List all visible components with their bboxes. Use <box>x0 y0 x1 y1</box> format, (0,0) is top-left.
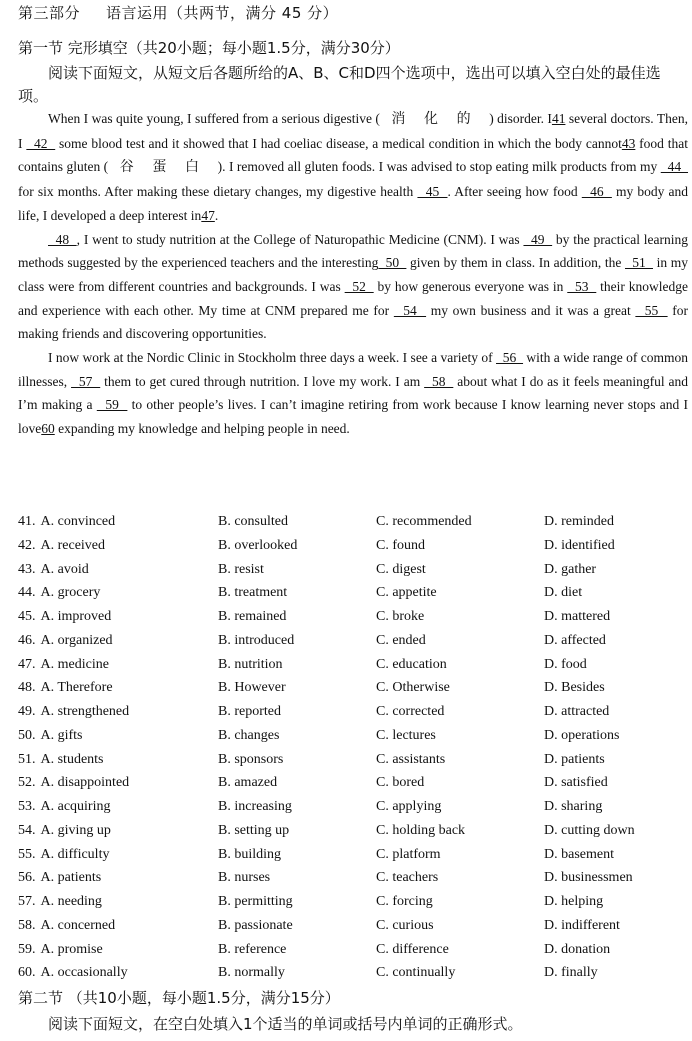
passage-text: by the practical learning methods suggested by the experienced teachers and the interesting <box>18 231 688 271</box>
option-d: D. satisfied <box>544 775 608 791</box>
option-a: A. received <box>40 537 106 553</box>
question-row <box>18 771 688 795</box>
option-a: A. patients <box>40 870 102 886</box>
passage-text: When I was quite young, I suffered from a serious digestive ( <box>48 111 380 126</box>
passage-text: . <box>214 207 219 223</box>
option-a: A. grocery <box>40 585 101 601</box>
option-d: D. cutting down <box>544 822 635 838</box>
option-a: A. difficulty <box>40 846 110 862</box>
question-row <box>18 795 688 819</box>
option-d: D. businessmen <box>544 870 633 886</box>
question-row <box>18 961 688 985</box>
question-number: 42. <box>18 537 36 553</box>
option-d: D. sharing <box>544 799 603 814</box>
chinese-gloss: 谷 蛋 白 <box>108 159 218 176</box>
passage-text: their knowledge and experience with each other. My time at CNM prepared me for <box>18 278 689 318</box>
question-number: 59. <box>18 941 36 957</box>
option-b: B. overlooked <box>218 537 298 553</box>
option-a: A. improved <box>40 609 112 624</box>
option-d: D. reminded <box>544 514 614 529</box>
passage-text: . After seeing how food <box>447 184 582 200</box>
option-c: C. continually <box>376 965 456 981</box>
option-d: D. donation <box>544 941 611 957</box>
question-number: 49. <box>18 704 36 719</box>
option-d: D. food <box>544 656 587 672</box>
question-number: 46. <box>18 632 36 648</box>
option-d: D. mattered <box>544 609 611 624</box>
question-number-option-a <box>18 771 129 795</box>
passage-text: them to get cured through nutrition. I love my work. I am <box>100 373 425 389</box>
option-a: A. acquiring <box>40 799 111 814</box>
option-b: B. However <box>218 680 286 696</box>
passage-text: food that contains gluten ( <box>18 135 689 175</box>
question-number-option-a <box>18 724 83 748</box>
question-number-option-a <box>18 676 113 700</box>
option-a: A. gifts <box>40 727 83 743</box>
question-number-option-a <box>18 748 104 772</box>
option-d: D. affected <box>544 632 606 648</box>
option-c: C. forcing <box>376 894 433 909</box>
blank-58: 58 <box>424 373 454 389</box>
option-b: B. treatment <box>218 585 288 601</box>
part-label: 第三部分 <box>18 4 81 22</box>
blank-45: 45 <box>417 184 448 200</box>
question-number: 51. <box>18 751 36 767</box>
chinese-gloss: 消 化 的 <box>379 111 490 127</box>
option-a: A. Therefore <box>40 680 113 696</box>
option-b: B. reference <box>218 941 287 957</box>
blank-50: 50 <box>378 255 407 271</box>
question-number-option-a <box>18 653 109 677</box>
question-row <box>18 866 688 890</box>
option-d: D. operations <box>544 727 620 743</box>
blank-54: 54 <box>393 302 427 318</box>
section2-title: 第二节 （共10小题，每小题1.5分，满分15分） <box>18 989 340 1007</box>
option-a: A. medicine <box>40 656 109 672</box>
blank-60: 60 <box>41 421 55 437</box>
option-b: B. increasing <box>218 799 292 814</box>
question-number-option-a <box>18 938 103 962</box>
question-number-option-a <box>18 558 89 582</box>
part-heading <box>18 3 364 23</box>
option-c: C. platform <box>376 846 441 862</box>
question-number-option-a <box>18 629 113 653</box>
question-number: 57. <box>18 894 36 909</box>
option-c: C. applying <box>376 799 442 814</box>
option-a: A. students <box>40 751 104 767</box>
question-number: 52. <box>18 775 36 791</box>
question-row <box>18 748 688 772</box>
question-number-option-a <box>18 961 128 985</box>
blank-47: 47 <box>201 207 215 223</box>
option-c: C. holding back <box>376 822 466 838</box>
option-a: A. disappointed <box>40 775 130 791</box>
section2-instruction: 阅读下面短文，在空白处填入1个适当的单词或括号内单词的正确形式。 <box>48 1015 523 1033</box>
option-d: D. gather <box>544 561 597 577</box>
option-c: C. recommended <box>376 514 472 529</box>
option-b: B. changes <box>218 727 280 743</box>
question-number-option-a <box>18 866 101 890</box>
question-row <box>18 890 688 914</box>
passage-paragraph <box>18 107 688 228</box>
option-b: B. setting up <box>218 822 290 838</box>
question-number-option-a <box>18 605 111 629</box>
question-row <box>18 653 688 677</box>
option-a: A. occasionally <box>40 965 128 981</box>
question-number-option-a <box>18 700 129 724</box>
option-d: D. Besides <box>544 680 605 696</box>
blank-56: 56 <box>496 350 524 366</box>
passage-text: several doctors. Then, I <box>18 111 688 151</box>
option-b: B. passionate <box>218 917 293 933</box>
question-number: 43. <box>18 561 36 577</box>
blank-51: 51 <box>624 255 653 271</box>
question-number-option-a <box>18 795 110 819</box>
question-number: 55. <box>18 846 36 862</box>
option-c: C. bored <box>376 775 425 791</box>
blank-41: 41 <box>551 111 566 126</box>
option-b: B. normally <box>218 965 285 981</box>
question-row <box>18 676 688 700</box>
option-b: B. resist <box>218 561 264 577</box>
option-b: B. amazed <box>218 775 278 791</box>
option-b: B. permitting <box>218 894 293 909</box>
passage-text: given by them in class. In addition, the <box>406 255 625 271</box>
question-row <box>18 629 688 653</box>
passage-text: some blood test and it showed that I had coeliac disease, a medical condition in which the body cannot <box>55 135 622 151</box>
option-b: B. nutrition <box>218 656 283 672</box>
blank-42: 42 <box>26 135 56 151</box>
question-row <box>18 605 688 629</box>
question-row <box>18 724 688 748</box>
section1-instruction: 阅读下面短文，从短文后各题所给的A、B、C和D四个选项中，选出可以填入空白处的最佳选项。 <box>18 64 661 105</box>
question-number: 58. <box>18 917 36 933</box>
question-row <box>18 843 688 867</box>
blank-55: 55 <box>635 302 668 318</box>
passage-paragraph <box>18 346 688 441</box>
option-d: D. identified <box>544 537 615 553</box>
option-c: C. broke <box>376 609 425 624</box>
section1-title: 第一节 完形填空（共20小题；每小题1.5分，满分30分） <box>18 39 400 57</box>
passage-text: for six months. After making these dietary changes, my digestive health <box>18 184 418 200</box>
option-a: A. promise <box>40 941 103 957</box>
question-number-option-a <box>18 843 109 867</box>
blank-43: 43 <box>621 135 636 151</box>
question-number: 56. <box>18 870 36 886</box>
passage-text: ). I removed all gluten foods. I was advised to stop eating milk products from my <box>217 159 661 175</box>
option-a: A. needing <box>40 894 102 909</box>
option-c: C. digest <box>376 561 426 577</box>
question-number-option-a <box>18 510 115 534</box>
option-b: B. reported <box>218 704 281 719</box>
option-d: D. basement <box>544 846 614 862</box>
question-row <box>18 914 688 938</box>
question-row <box>18 510 688 534</box>
options-list <box>18 510 688 985</box>
passage-text: ) disorder. I <box>489 111 552 126</box>
cloze-passage <box>18 107 688 441</box>
question-number: 47. <box>18 656 36 672</box>
blank-44: 44 <box>660 159 689 175</box>
option-c: C. difference <box>376 941 449 957</box>
option-d: D. indifferent <box>544 917 620 933</box>
question-row <box>18 700 688 724</box>
question-number-option-a <box>18 819 111 843</box>
option-b: B. sponsors <box>218 751 284 767</box>
question-row <box>18 581 688 605</box>
option-a: A. strengthened <box>40 704 130 719</box>
passage-text: , I went to study nutrition at the College of Naturopathic Medicine (CNM). I was <box>76 231 524 247</box>
question-row <box>18 558 688 582</box>
blank-49: 49 <box>523 231 553 247</box>
option-c: C. assistants <box>376 751 446 767</box>
option-c: C. teachers <box>376 870 439 886</box>
option-b: B. remained <box>218 609 287 624</box>
passage-paragraph <box>18 228 688 347</box>
option-b: B. consulted <box>218 514 288 529</box>
passage-text: by how generous everyone was in <box>373 278 568 294</box>
blank-46: 46 <box>581 184 612 200</box>
question-row <box>18 938 688 962</box>
option-c: C. curious <box>376 917 434 933</box>
option-d: D. helping <box>544 894 604 909</box>
question-number: 45. <box>18 609 36 624</box>
part-title: 语言运用（共两节，满分 45 分） <box>106 4 339 22</box>
question-number: 41. <box>18 514 36 529</box>
option-a: A. concerned <box>40 917 116 933</box>
option-a: A. avoid <box>40 561 89 577</box>
option-c: C. Otherwise <box>376 680 450 696</box>
passage-text: my own business and it was a great <box>426 302 636 318</box>
option-d: D. attracted <box>544 704 610 719</box>
passage-text: with a wide range of common illnesses, <box>18 350 689 389</box>
option-a: A. convinced <box>40 514 116 529</box>
blank-52: 52 <box>344 278 374 294</box>
question-number: 53. <box>18 799 36 814</box>
option-c: C. lectures <box>376 727 436 743</box>
question-number: 54. <box>18 822 36 838</box>
passage-text: for making friends and discovering opportunities. <box>18 302 689 342</box>
question-number-option-a <box>18 534 105 558</box>
question-number: 60. <box>18 965 36 981</box>
question-row <box>18 819 688 843</box>
option-d: D. patients <box>544 751 605 767</box>
passage-text: in my class were from different countries and backgrounds. I was <box>18 255 688 294</box>
option-d: D. finally <box>544 965 598 981</box>
option-c: C. ended <box>376 632 426 648</box>
question-number-option-a <box>18 581 100 605</box>
passage-text: about what I do as it feels meaningful and I’m making a <box>18 373 689 413</box>
option-c: C. found <box>376 537 425 553</box>
blank-48: 48 <box>48 231 77 247</box>
blank-57: 57 <box>71 373 101 389</box>
option-b: B. nurses <box>218 870 271 886</box>
passage-text: to other people’s lives. I can’t imagine retiring from work because I know learning never stops and I love <box>18 397 688 437</box>
blank-53: 53 <box>567 278 597 294</box>
option-d: D. diet <box>544 585 583 601</box>
option-b: B. introduced <box>218 632 295 648</box>
option-c: C. appetite <box>376 585 437 601</box>
passage-text: I now work at the Nordic Clinic in Stockholm three days a week. I see a variety of <box>48 350 497 366</box>
question-number-option-a <box>18 890 102 914</box>
option-b: B. building <box>218 846 282 862</box>
passage-text: expanding my knowledge and helping people in need. <box>54 421 350 437</box>
option-a: A. giving up <box>40 822 111 838</box>
option-c: C. education <box>376 656 447 672</box>
question-number-option-a <box>18 914 115 938</box>
question-number: 50. <box>18 727 36 743</box>
option-c: C. corrected <box>376 704 445 719</box>
question-number: 48. <box>18 680 36 696</box>
option-a: A. organized <box>40 632 113 648</box>
passage-text: my body and life, I developed a deep interest in <box>18 184 689 223</box>
blank-59: 59 <box>96 397 128 413</box>
question-row <box>18 534 688 558</box>
question-number: 44. <box>18 585 36 601</box>
